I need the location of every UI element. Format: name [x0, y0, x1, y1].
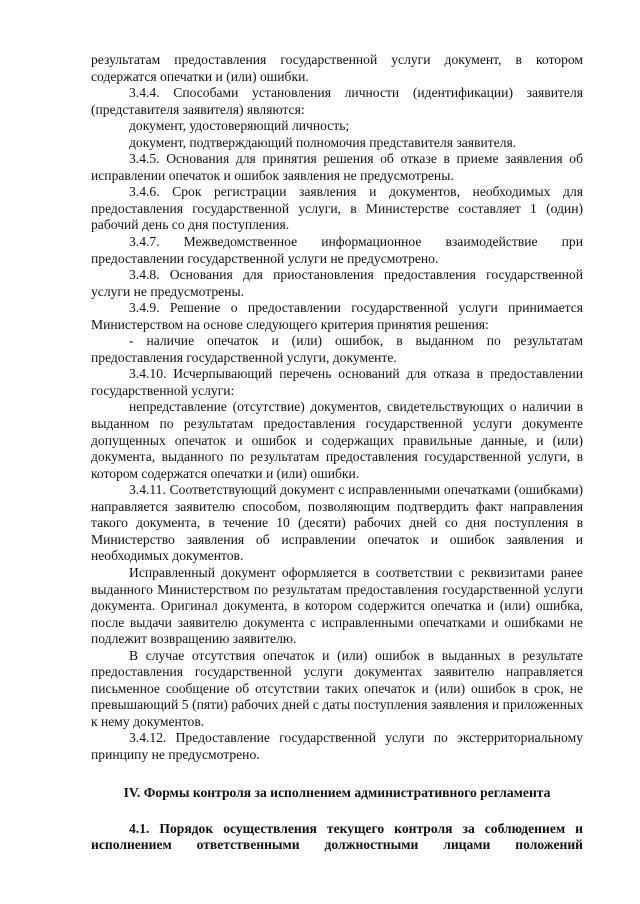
document-body — [91, 52, 583, 854]
paragraph-corrected-document: Исправленный документ оформляется в соответствии с реквизитами ранее выданного Министерством по результатам предоставления государственной услуги документа. Оригинал документа, в котором содержится опечатка и (или) ошибка, после выдачи заявителю документа с исправленными опечатками и ошибками не подлежит возвращению заявителю. — [91, 564, 583, 647]
paragraph-continuation: результатам предоставления государственной услуги документ, в котором содержатся опечатки и (или) ошибки. — [91, 52, 583, 84]
list-item-refusal-ground: непредставление (отсутствие) документов, свидетельствующих о наличии в выданном по результатам предоставления государственной услуги документе допущенных опечаток и ошибок и содержащих правильные данные, и (или) документа, выданного по результатам предоставления государственной услуги, в котором содержатся опечатки и (или) ошибки. — [91, 399, 583, 481]
paragraph-no-errors: В случае отсутствия опечаток и (или) ошибок в выданных в результате предоставления государственной услуги документах заявителю направляется письменное сообщение об отсутствии таких опечаток и (или) ошибок в срок, не превышающий 5 (пяти) рабочих дней с даты поступления заявления и приложенных к нему документов. — [91, 647, 583, 729]
paragraph-3-4-4: 3.4.4. Способами установления личности (идентификации) заявителя (представителя заявителя) являются: — [91, 85, 583, 117]
subsection-title: 4.1. Порядок осуществления текущего контроля за соблюдением и исполнением ответственными должностными лицами положений — [91, 820, 583, 853]
paragraph-3-4-5: 3.4.5. Основания для принятия решения об отказе в приеме заявления об исправлении опечаток и ошибок заявления не предусмотрены. — [91, 151, 583, 183]
paragraph-3-4-6: 3.4.6. Срок регистрации заявления и документов, необходимых для предоставления государственной услуги, в Министерстве составляет 1 (один) рабочий день со дня поступления. — [91, 184, 583, 233]
list-item-criterion: - наличие опечаток и (или) ошибок, в выданном по результатам предоставления государственной услуги, документе. — [91, 333, 583, 365]
section-title: IV. Формы контроля за исполнением административного регламента — [123, 784, 551, 800]
list-item-authority-document: документ, подтверждающий полномочия представителя заявителя. — [129, 134, 517, 150]
paragraph-3-4-10: 3.4.10. Исчерпывающий перечень оснований для отказа в предоставлении государственной услуги: — [91, 366, 583, 398]
paragraph-3-4-11: 3.4.11. Соответствующий документ с исправленными опечатками (ошибками) направляется заявителю способом, позволяющим подтвердить факт направления такого документа, в течение 10 (десяти) рабочих дней со дня поступления в Министерство заявления об исправлении опечаток и ошибок заявления и необходимых документов. — [91, 482, 583, 564]
paragraph-3-4-8: 3.4.8. Основания для приостановления предоставления государственной услуги не предусмотрены. — [91, 267, 583, 299]
list-item-identity-document: документ, удостоверяющий личность; — [129, 118, 350, 134]
paragraph-3-4-7: 3.4.7. Межведомственное информационное взаимодействие при предоставлении государственной услуги не предусмотрено. — [91, 234, 583, 266]
paragraph-3-4-9: 3.4.9. Решение о предоставлении государственной услуги принимается Министерством на основе следующего критерия принятия решения: — [91, 300, 583, 332]
paragraph-3-4-12: 3.4.12. Предоставление государственной услуги по экстерриториальному принципу не предусмотрено. — [91, 730, 583, 762]
